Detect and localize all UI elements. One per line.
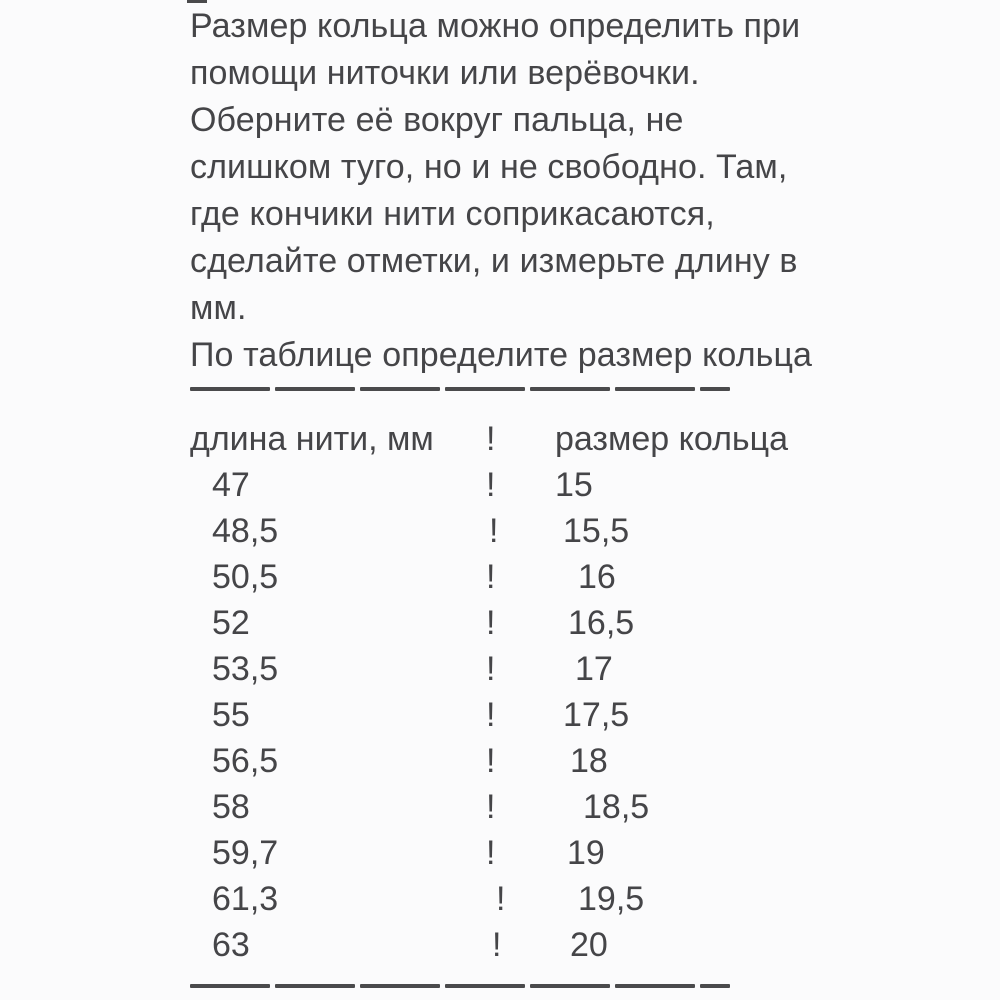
table-row bbox=[190, 462, 870, 508]
divider-segment bbox=[700, 387, 730, 391]
table-row bbox=[190, 830, 870, 876]
size-column-header: размер кольца bbox=[555, 420, 789, 458]
divider-segment bbox=[530, 984, 610, 988]
table-row bbox=[190, 692, 870, 738]
table-header bbox=[190, 416, 870, 462]
divider-segment bbox=[615, 387, 695, 391]
table-row bbox=[190, 508, 870, 554]
row-separator: ! bbox=[486, 696, 496, 734]
thread-length-cell: 50,5 bbox=[212, 558, 279, 596]
paragraph-line: мм. bbox=[190, 289, 247, 327]
ring-size-cell: 18 bbox=[570, 742, 608, 780]
thread-length-cell: 58 bbox=[212, 788, 250, 826]
ring-size-cell: 15,5 bbox=[563, 512, 630, 550]
divider-segment bbox=[190, 387, 270, 391]
ring-size-cell: 20 bbox=[570, 926, 608, 964]
thread-length-cell: 59,7 bbox=[212, 834, 279, 872]
table-row bbox=[190, 876, 870, 922]
thread-length-cell: 52 bbox=[212, 604, 250, 642]
row-separator: ! bbox=[486, 742, 496, 780]
ring-size-cell: 19 bbox=[567, 834, 605, 872]
thread-length-cell: 56,5 bbox=[212, 742, 279, 780]
row-separator: ! bbox=[486, 466, 496, 504]
divider-bottom bbox=[190, 984, 730, 988]
thread-length-cell: 47 bbox=[212, 466, 250, 504]
divider-segment bbox=[445, 387, 525, 391]
divider-segment bbox=[360, 387, 440, 391]
thread-length-cell: 53,5 bbox=[212, 650, 279, 688]
divider-segment bbox=[360, 984, 440, 988]
paragraph-line: Оберните её вокруг пальца, не bbox=[190, 101, 684, 139]
divider-top bbox=[190, 387, 730, 391]
instructions-paragraph bbox=[190, 3, 870, 379]
header-separator: ! bbox=[486, 420, 496, 458]
ring-size-cell: 17,5 bbox=[563, 696, 630, 734]
thread-length-cell: 63 bbox=[212, 926, 250, 964]
thread-length-cell: 48,5 bbox=[212, 512, 279, 550]
paragraph-line: помощи ниточки или верёвочки. bbox=[190, 54, 700, 92]
ring-size-cell: 18,5 bbox=[583, 788, 650, 826]
paragraph-line: слишком туго, но и не свободно. Там, bbox=[190, 148, 788, 186]
table-row bbox=[190, 784, 870, 830]
table-row bbox=[190, 646, 870, 692]
row-separator: ! bbox=[486, 604, 496, 642]
ring-size-table bbox=[190, 462, 870, 968]
row-separator: ! bbox=[486, 650, 496, 688]
ring-size-cell: 16,5 bbox=[568, 604, 635, 642]
table-row bbox=[190, 738, 870, 784]
row-separator: ! bbox=[486, 558, 496, 596]
divider-segment bbox=[700, 984, 730, 988]
divider-segment bbox=[615, 984, 695, 988]
divider-segment bbox=[190, 984, 270, 988]
thread-length-cell: 61,3 bbox=[212, 880, 279, 918]
table-row bbox=[190, 922, 870, 968]
table-row bbox=[190, 554, 870, 600]
paragraph-line: Размер кольца можно определить при bbox=[190, 7, 801, 45]
paragraph-line: По таблице определите размер кольца bbox=[190, 336, 813, 374]
table-row bbox=[190, 600, 870, 646]
row-separator: ! bbox=[492, 926, 502, 964]
thread-length-cell: 55 bbox=[212, 696, 250, 734]
row-separator: ! bbox=[489, 512, 499, 550]
ring-size-cell: 19,5 bbox=[578, 880, 645, 918]
ring-size-cell: 15 bbox=[555, 466, 593, 504]
paragraph-line: сделайте отметки, и измерьте длину в bbox=[190, 242, 798, 280]
divider-segment bbox=[445, 984, 525, 988]
length-column-header: длина нити, мм bbox=[190, 420, 434, 458]
row-separator: ! bbox=[486, 788, 496, 826]
divider-segment bbox=[530, 387, 610, 391]
ring-size-cell: 16 bbox=[578, 558, 616, 596]
ring-size-cell: 17 bbox=[575, 650, 613, 688]
row-separator: ! bbox=[486, 834, 496, 872]
divider-segment bbox=[275, 387, 355, 391]
divider-segment bbox=[275, 984, 355, 988]
row-separator: ! bbox=[496, 880, 506, 918]
paragraph-line: где кончики нити соприкасаются, bbox=[190, 195, 715, 233]
